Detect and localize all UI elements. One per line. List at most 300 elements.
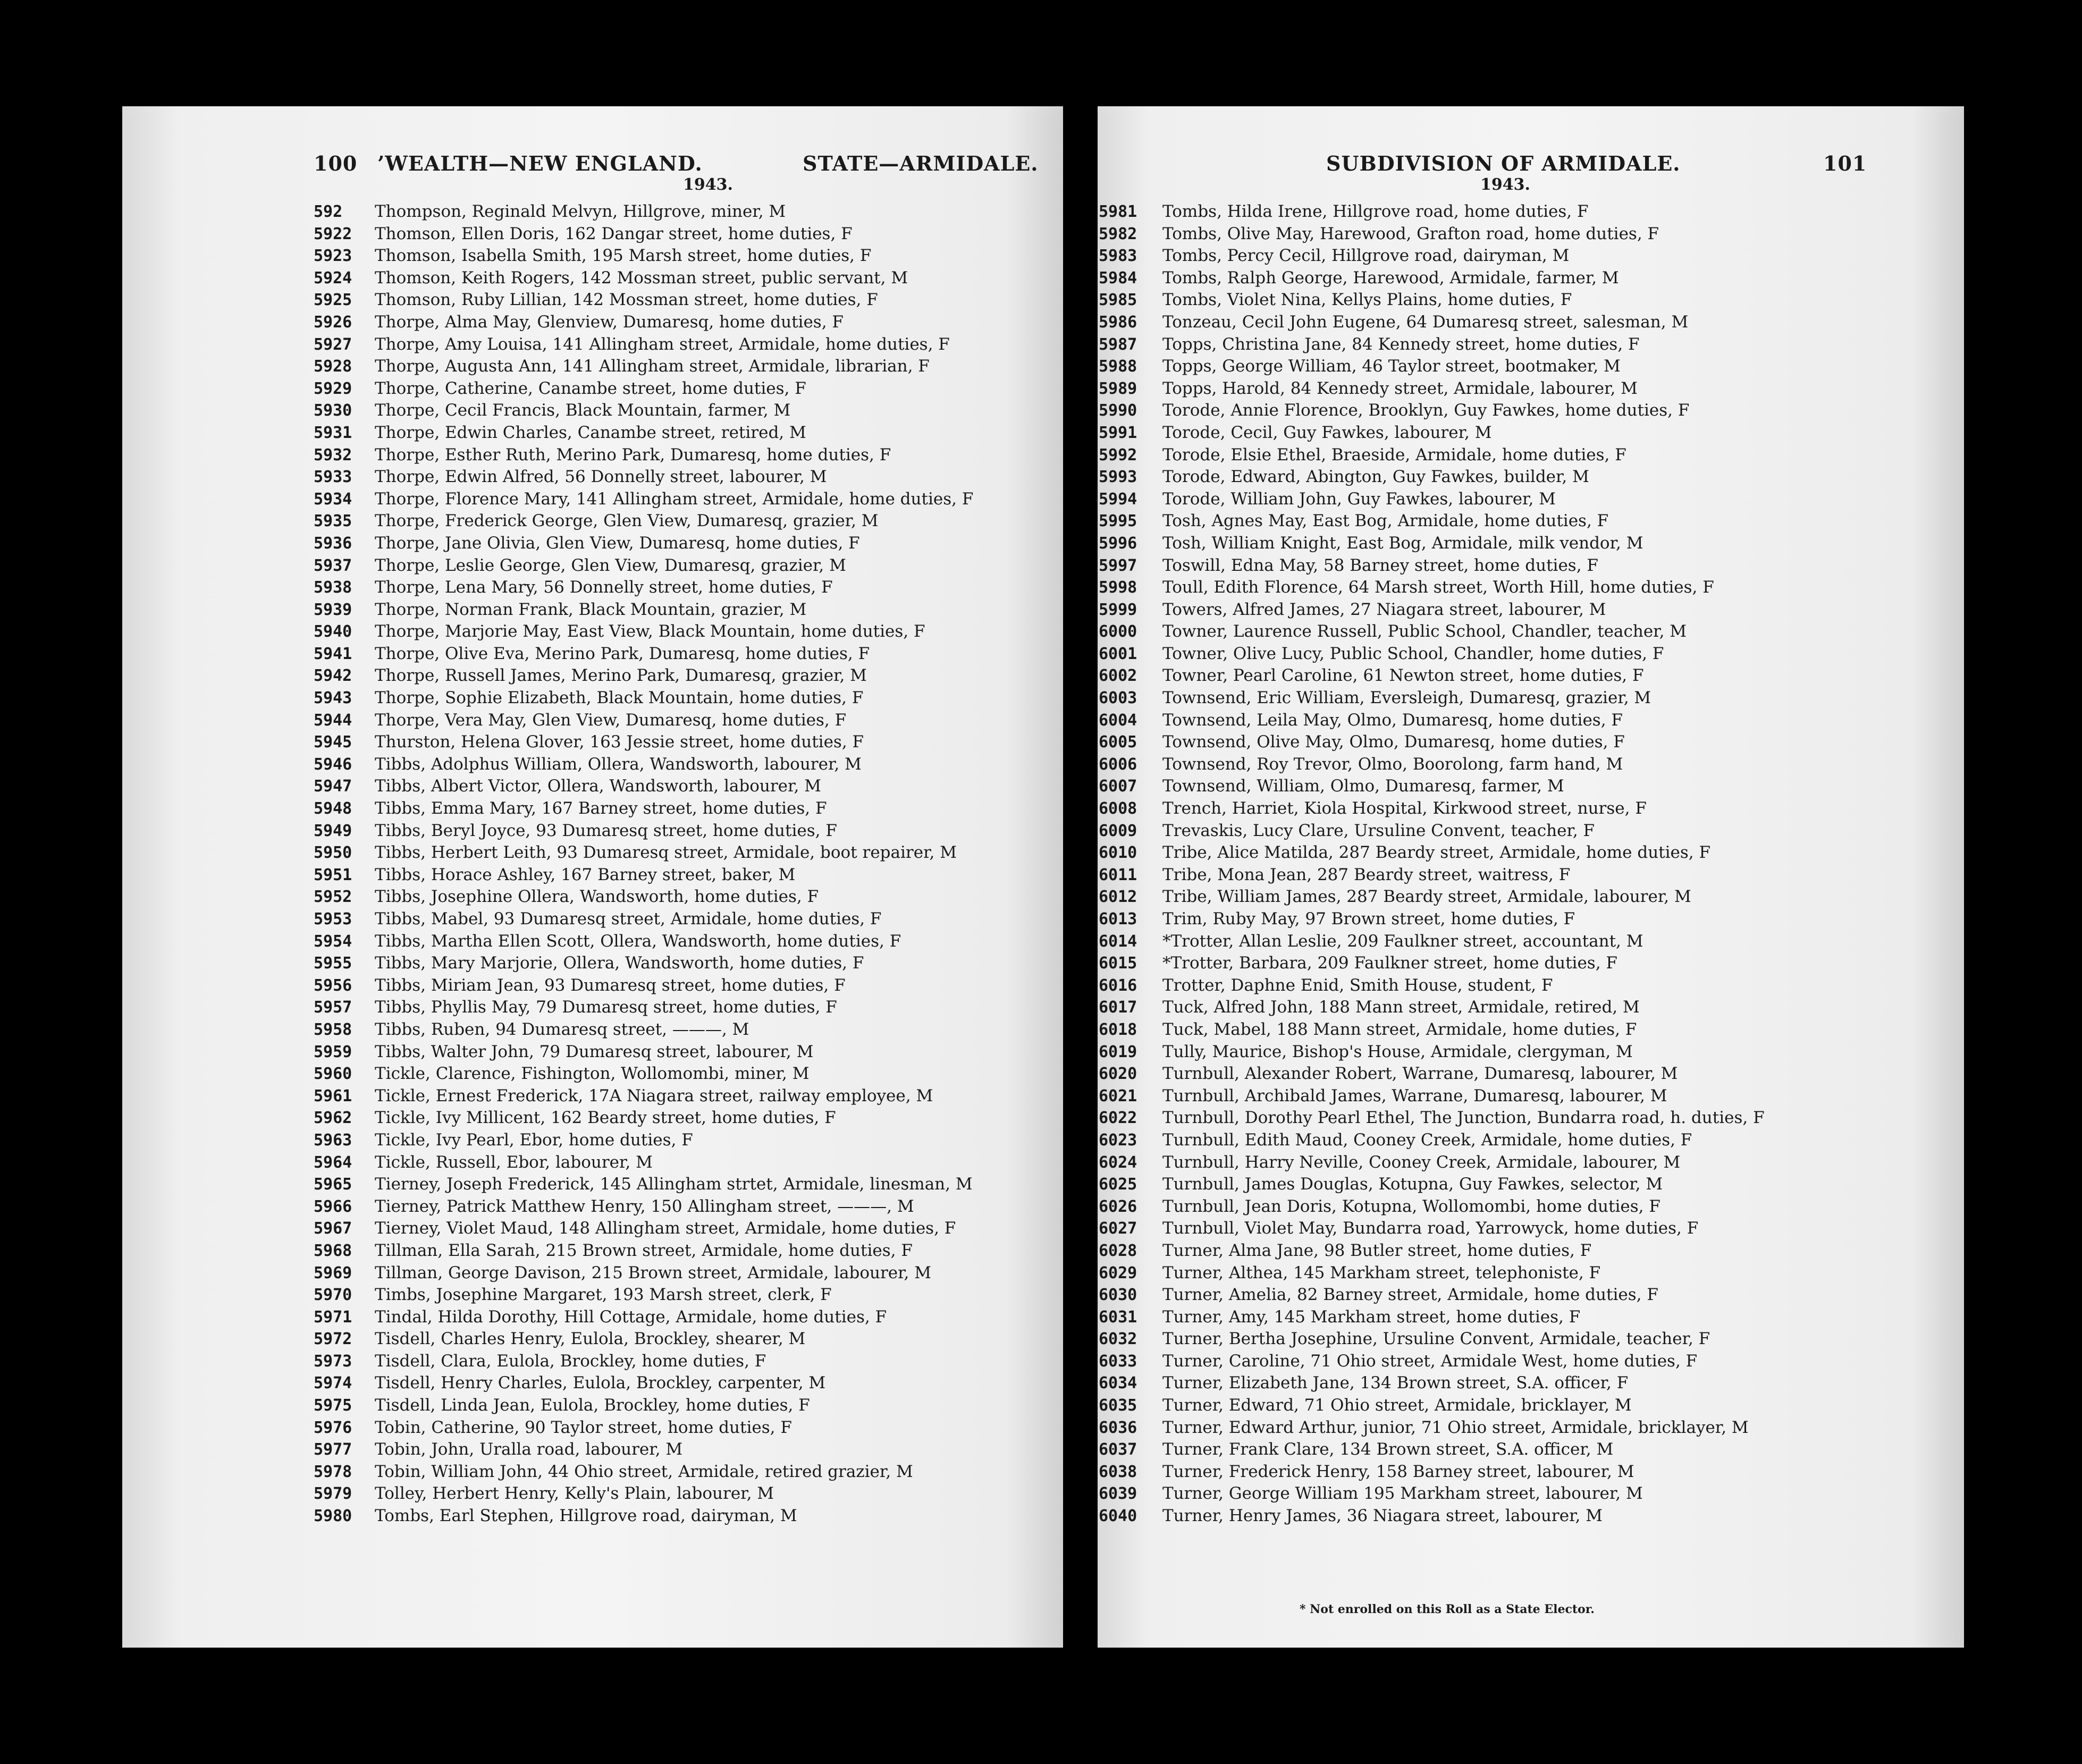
entry-text: Tibbs, Walter John, 79 Dumaresq street, labourer, M — [375, 1042, 814, 1061]
entry-text: Torode, Cecil, Guy Fawkes, labourer, M — [1162, 423, 1492, 442]
entry-text: Thorpe, Catherine, Canambe street, home duties, F — [375, 378, 806, 398]
list-item — [314, 665, 973, 687]
list-item — [1099, 864, 1765, 887]
list-item — [314, 1085, 973, 1108]
entry-number: 5928 — [314, 357, 352, 376]
entry-text: Thomson, Ruby Lillian, 142 Mossman street, home duties, F — [375, 290, 878, 310]
entry-number: 5975 — [314, 1396, 352, 1415]
entry-text: Tibbs, Horace Ashley, 167 Barney street, baker, M — [375, 865, 796, 884]
entry-number: 5950 — [314, 843, 352, 863]
entry-text: Tuck, Alfred John, 188 Mann street, Armidale, retired, M — [1162, 998, 1640, 1017]
list-item — [314, 533, 973, 555]
entry-text: Turner, Henry James, 36 Niagara street, labourer, M — [1162, 1506, 1603, 1526]
entry-text: Towner, Pearl Caroline, 61 Newton street, home duties, F — [1162, 666, 1644, 686]
list-item — [314, 510, 973, 533]
entry-text: Tickle, Ivy Pearl, Ebor, home duties, F — [375, 1130, 693, 1150]
entry-text: Thorpe, Jane Olivia, Glen View, Dumaresq, home duties, F — [375, 533, 860, 553]
list-item — [314, 1372, 973, 1395]
entry-number: 5963 — [314, 1130, 352, 1150]
list-item — [1099, 842, 1765, 864]
entry-number: 6027 — [1099, 1219, 1137, 1238]
entry-number: 5970 — [314, 1286, 352, 1305]
entry-text: Thorpe, Alma May, Glenview, Dumaresq, home duties, F — [375, 312, 844, 332]
entry-text: Thomson, Keith Rogers, 142 Mossman street, public servant, M — [375, 268, 908, 288]
list-item — [314, 334, 973, 356]
entry-text: Tickle, Russell, Ebor, labourer, M — [375, 1152, 653, 1172]
entry-text: Torode, Annie Florence, Brooklyn, Guy Fawkes, home duties, F — [1162, 401, 1690, 420]
entry-text: Tickle, Ernest Frederick, 17A Niagara street, railway employee, M — [375, 1086, 933, 1105]
list-item — [314, 952, 973, 975]
list-item — [1099, 1262, 1765, 1285]
entry-text: Tibbs, Mary Marjorie, Ollera, Wandsworth, home duties, F — [375, 953, 864, 973]
list-item — [1099, 245, 1765, 267]
entry-number: 5932 — [314, 445, 352, 465]
entry-text: Turnbull, Harry Neville, Cooney Creek, Armidale, labourer, M — [1162, 1152, 1681, 1172]
entry-number: 5934 — [314, 489, 352, 509]
entry-number: 6039 — [1099, 1484, 1137, 1504]
list-item — [314, 1417, 973, 1439]
left-page-year: 1943. — [683, 175, 733, 194]
entry-number: 5929 — [314, 379, 352, 398]
entry-number: 5976 — [314, 1418, 352, 1437]
entry-number: 5995 — [1099, 512, 1137, 531]
entry-number: 6000 — [1099, 622, 1137, 642]
entry-number: 6003 — [1099, 689, 1137, 708]
entry-text: Turnbull, Edith Maud, Cooney Creek, Armidale, home duties, F — [1162, 1130, 1692, 1150]
entry-text: Torode, Elsie Ethel, Braeside, Armidale, home duties, F — [1162, 445, 1626, 465]
entry-number: 6035 — [1099, 1396, 1137, 1415]
entry-number: 5956 — [314, 976, 352, 995]
left-page-number: 100 — [314, 151, 358, 175]
list-item — [1099, 643, 1765, 665]
list-item — [314, 311, 973, 334]
entry-text: Turnbull, Alexander Robert, Warrane, Dumaresq, labourer, M — [1162, 1064, 1678, 1084]
entry-number: 5957 — [314, 998, 352, 1017]
entry-text: Thorpe, Norman Frank, Black Mountain, grazier, M — [375, 600, 807, 619]
entry-text: Townsend, William, Olmo, Dumaresq, farmer, M — [1162, 777, 1564, 796]
entry-text: Tibbs, Martha Ellen Scott, Ollera, Wandsworth, home duties, F — [375, 931, 901, 951]
entry-number: 6018 — [1099, 1020, 1137, 1039]
list-item — [1099, 555, 1765, 577]
entry-text: Thorpe, Augusta Ann, 141 Allingham street, Armidale, librarian, F — [375, 357, 930, 376]
list-item — [314, 842, 973, 864]
list-item — [314, 1152, 973, 1174]
entry-number: 6011 — [1099, 865, 1137, 884]
entry-number: 6016 — [1099, 976, 1137, 995]
list-item — [314, 1284, 973, 1306]
entry-number: 5992 — [1099, 445, 1137, 465]
entry-number: 6002 — [1099, 666, 1137, 686]
list-item — [1099, 466, 1765, 488]
entry-text: *Trotter, Barbara, 209 Faulkner street, home duties, F — [1162, 953, 1617, 973]
entry-text: Turnbull, Dorothy Pearl Ethel, The Junction, Bundarra road, h. duties, F — [1162, 1108, 1765, 1128]
entry-text: Thorpe, Amy Louisa, 141 Allingham street, Armidale, home duties, F — [375, 334, 950, 354]
entry-text: Townsend, Olive May, Olmo, Dumaresq, home duties, F — [1162, 732, 1625, 752]
entry-text: Tierney, Joseph Frederick, 145 Allingham strtet, Armidale, linesman, M — [375, 1175, 973, 1194]
entry-text: Tickle, Ivy Millicent, 162 Beardy street, home duties, F — [375, 1108, 836, 1128]
entry-number: 5962 — [314, 1109, 352, 1128]
list-item — [314, 687, 973, 710]
list-item — [314, 599, 973, 621]
list-item — [1099, 952, 1765, 975]
entry-text: Trotter, Daphne Enid, Smith House, student, F — [1162, 975, 1553, 995]
entry-number: 6001 — [1099, 644, 1137, 663]
entry-text: Topps, Christina Jane, 84 Kennedy street, home duties, F — [1162, 334, 1640, 354]
list-item — [314, 1306, 973, 1329]
entry-text: Thompson, Reginald Melvyn, Hillgrove, miner, M — [375, 202, 786, 221]
list-item — [314, 1395, 973, 1417]
entry-number: 5947 — [314, 777, 352, 796]
entry-text: Tibbs, Beryl Joyce, 93 Dumaresq street, home duties, F — [375, 821, 837, 840]
list-item — [1099, 223, 1765, 246]
list-item — [1099, 820, 1765, 842]
entry-text: Tisdell, Henry Charles, Eulola, Brockley, carpenter, M — [375, 1373, 826, 1393]
list-item — [314, 775, 973, 798]
entry-text: Thorpe, Leslie George, Glen View, Dumaresq, grazier, M — [375, 555, 846, 575]
right-page-year: 1943. — [1480, 175, 1530, 194]
left-entry-list — [314, 201, 973, 1527]
entry-text: Turner, Bertha Josephine, Ursuline Convent, Armidale, teacher, F — [1162, 1329, 1710, 1349]
entry-text: Tombs, Earl Stephen, Hillgrove road, dairyman, M — [375, 1506, 797, 1526]
list-item — [314, 267, 973, 290]
entry-number: 5981 — [1099, 202, 1137, 221]
list-item — [1099, 1041, 1765, 1064]
entry-text: Tisdell, Clara, Eulola, Brockley, home duties, F — [375, 1351, 766, 1371]
entry-text: Turner, Frederick Henry, 158 Barney street, labourer, M — [1162, 1462, 1634, 1481]
entry-text: Thorpe, Edwin Charles, Canambe street, retired, M — [375, 423, 806, 442]
list-item — [1099, 1063, 1765, 1085]
entry-number: 5991 — [1099, 423, 1137, 442]
entry-text: Turnbull, Jean Doris, Kotupna, Wollomombi, home duties, F — [1162, 1196, 1660, 1216]
entry-number: 5993 — [1099, 468, 1137, 487]
list-item — [314, 577, 973, 599]
entry-text: Turnbull, Violet May, Bundarra road, Yarrowyck, home duties, F — [1162, 1219, 1699, 1238]
list-item — [1099, 444, 1765, 467]
list-item — [314, 1328, 973, 1351]
entry-number: 6022 — [1099, 1109, 1137, 1128]
entry-number: 5941 — [314, 644, 352, 663]
entry-number: 5958 — [314, 1020, 352, 1039]
entry-number: 5996 — [1099, 534, 1137, 553]
list-item — [1099, 665, 1765, 687]
entry-text: Turnbull, Archibald James, Warrane, Dumaresq, labourer, M — [1162, 1086, 1667, 1105]
entry-number: 5923 — [314, 247, 352, 266]
list-item — [1099, 931, 1765, 953]
entry-number: 6040 — [1099, 1507, 1137, 1526]
entry-number: 5968 — [314, 1241, 352, 1260]
entry-text: Tierney, Patrick Matthew Henry, 150 Allingham street, ———, M — [375, 1196, 914, 1216]
entry-text: Townsend, Leila May, Olmo, Dumaresq, home duties, F — [1162, 710, 1623, 730]
entry-text: Tolley, Herbert Henry, Kelly's Plain, labourer, M — [375, 1484, 774, 1504]
entry-text: Thorpe, Esther Ruth, Merino Park, Dumaresq, home duties, F — [375, 445, 891, 465]
list-item — [1099, 599, 1765, 621]
entry-number: 6028 — [1099, 1241, 1137, 1260]
list-item — [314, 1505, 973, 1527]
entry-text: Turner, Edward Arthur, junior, 71 Ohio street, Armidale, bricklayer, M — [1162, 1417, 1749, 1437]
entry-text: Tosh, William Knight, East Bog, Armidale, milk vendor, M — [1162, 533, 1643, 553]
entry-number: 6015 — [1099, 954, 1137, 973]
entry-text: Tribe, William James, 287 Beardy street, Armidale, labourer, M — [1162, 887, 1691, 907]
list-item — [314, 400, 973, 422]
entry-text: Tombs, Percy Cecil, Hillgrove road, dairyman, M — [1162, 246, 1570, 266]
list-item — [314, 643, 973, 665]
entry-text: Thurston, Helena Glover, 163 Jessie street, home duties, F — [375, 732, 864, 752]
entry-number: 6007 — [1099, 777, 1137, 796]
entry-number: 6033 — [1099, 1352, 1137, 1371]
entry-number: 6004 — [1099, 711, 1137, 730]
list-item — [1099, 488, 1765, 511]
list-item — [1099, 378, 1765, 400]
entry-number: 5989 — [1099, 379, 1137, 398]
entry-text: Tombs, Ralph George, Harewood, Armidale, farmer, M — [1162, 268, 1619, 288]
entry-text: Thorpe, Russell James, Merino Park, Dumaresq, grazier, M — [375, 666, 867, 686]
entry-number: 6036 — [1099, 1418, 1137, 1437]
entry-text: Tosh, Agnes May, East Bog, Armidale, home duties, F — [1162, 511, 1609, 531]
entry-text: Tibbs, Mabel, 93 Dumaresq street, Armidale, home duties, F — [375, 909, 882, 929]
list-item — [1099, 1085, 1765, 1108]
entry-text: Towner, Olive Lucy, Public School, Chandler, home duties, F — [1162, 644, 1664, 663]
entry-number: 5936 — [314, 534, 352, 553]
list-item — [1099, 1439, 1765, 1461]
list-item — [1099, 311, 1765, 334]
entry-text: Tombs, Olive May, Harewood, Grafton road, home duties, F — [1162, 224, 1659, 243]
list-item — [1099, 775, 1765, 798]
list-item — [1099, 289, 1765, 311]
right-page — [1098, 106, 1964, 1648]
entry-number: 5966 — [314, 1197, 352, 1216]
entry-number: 5967 — [314, 1219, 352, 1238]
entry-number: 5949 — [314, 821, 352, 840]
list-item — [1099, 1284, 1765, 1306]
entry-number: 5980 — [314, 1507, 352, 1526]
list-item — [314, 1262, 973, 1285]
entry-text: Tillman, George Davison, 215 Brown street, Armidale, labourer, M — [375, 1263, 932, 1282]
list-item — [314, 488, 973, 511]
entry-text: Turner, George William 195 Markham street, labourer, M — [1162, 1484, 1643, 1504]
list-item — [1099, 1372, 1765, 1395]
entry-number: 5959 — [314, 1042, 352, 1061]
entry-number: 5979 — [314, 1484, 352, 1504]
list-item — [1099, 908, 1765, 931]
entry-text: Tibbs, Albert Victor, Ollera, Wandsworth, labourer, M — [375, 777, 821, 796]
entry-number: 5988 — [1099, 357, 1137, 376]
right-page-header: SUBDIVISION OF ARMIDALE. — [1326, 151, 1681, 175]
list-item — [1099, 356, 1765, 378]
entry-text: Timbs, Josephine Margaret, 193 Marsh street, clerk, F — [375, 1285, 832, 1305]
list-item — [1099, 1240, 1765, 1262]
entry-number: 5972 — [314, 1330, 352, 1349]
list-item — [314, 931, 973, 953]
list-item — [1099, 1328, 1765, 1351]
entry-text: Tribe, Alice Matilda, 287 Beardy street, Armidale, home duties, F — [1162, 843, 1711, 863]
entry-text: Thorpe, Marjorie May, East View, Black Mountain, home duties, F — [375, 622, 925, 642]
entry-text: Torode, Edward, Abington, Guy Fawkes, builder, M — [1162, 467, 1589, 487]
list-item — [1099, 798, 1765, 820]
list-item — [314, 908, 973, 931]
list-item — [1099, 1152, 1765, 1174]
entry-number: 5939 — [314, 600, 352, 619]
entry-text: Towner, Laurence Russell, Public School, Chandler, teacher, M — [1162, 622, 1687, 642]
list-item — [1099, 201, 1765, 223]
entry-number: 5945 — [314, 733, 352, 752]
list-item — [314, 1041, 973, 1064]
entry-number: 5974 — [314, 1374, 352, 1393]
list-item — [1099, 997, 1765, 1019]
entry-number: 6010 — [1099, 843, 1137, 863]
entry-number: 5924 — [314, 268, 352, 288]
entry-text: Tibbs, Miriam Jean, 93 Dumaresq street, home duties, F — [375, 975, 846, 995]
entry-number: 6020 — [1099, 1065, 1137, 1084]
entry-text: Tibbs, Josephine Ollera, Wandsworth, home duties, F — [375, 887, 819, 907]
entry-text: Turner, Alma Jane, 98 Butler street, home duties, F — [1162, 1240, 1592, 1260]
entry-text: Tibbs, Herbert Leith, 93 Dumaresq street, Armidale, boot repairer, M — [375, 843, 957, 863]
entry-number: 5922 — [314, 224, 352, 243]
entry-number: 5998 — [1099, 578, 1137, 597]
entry-text: Turner, Caroline, 71 Ohio street, Armidale West, home duties, F — [1162, 1351, 1698, 1371]
entry-text: Tibbs, Phyllis May, 79 Dumaresq street, home duties, F — [375, 998, 837, 1017]
entry-text: Thorpe, Edwin Alfred, 56 Donnelly street, labourer, M — [375, 467, 827, 487]
entry-text: Thorpe, Olive Eva, Merino Park, Dumaresq, home duties, F — [375, 644, 870, 663]
entry-number: 5926 — [314, 313, 352, 332]
entry-text: Toull, Edith Florence, 64 Marsh street, Worth Hill, home duties, F — [1162, 578, 1714, 597]
entry-number: 6019 — [1099, 1042, 1137, 1061]
list-item — [1099, 267, 1765, 290]
list-item — [1099, 1196, 1765, 1218]
entry-number: 6009 — [1099, 821, 1137, 840]
list-item — [1099, 533, 1765, 555]
entry-number: 5952 — [314, 888, 352, 907]
list-item — [1099, 400, 1765, 422]
entry-number: 5999 — [1099, 600, 1137, 619]
entry-number: 5931 — [314, 423, 352, 442]
entry-number: 5971 — [314, 1307, 352, 1327]
entry-text: Topps, Harold, 84 Kennedy street, Armidale, labourer, M — [1162, 378, 1638, 398]
entry-number: 6014 — [1099, 932, 1137, 951]
list-item — [1099, 1417, 1765, 1439]
entry-text: Thorpe, Vera May, Glen View, Dumaresq, home duties, F — [375, 710, 847, 730]
list-item — [314, 223, 973, 246]
list-item — [1099, 731, 1765, 754]
entry-number: 5925 — [314, 291, 352, 310]
entry-text: Turner, Elizabeth Jane, 134 Brown street, S.A. officer, F — [1162, 1373, 1629, 1393]
list-item — [314, 997, 973, 1019]
entry-text: Tonzeau, Cecil John Eugene, 64 Dumaresq street, salesman, M — [1162, 312, 1689, 332]
list-item — [314, 1483, 973, 1505]
list-item — [314, 621, 973, 643]
entry-text: Towers, Alfred James, 27 Niagara street, labourer, M — [1162, 600, 1606, 619]
list-item — [1099, 1218, 1765, 1240]
entry-text: Turnbull, James Douglas, Kotupna, Guy Fawkes, selector, M — [1162, 1175, 1663, 1194]
entry-number: 6021 — [1099, 1086, 1137, 1105]
entry-text: Tibbs, Adolphus William, Ollera, Wandsworth, labourer, M — [375, 754, 862, 774]
entry-text: Turner, Althea, 145 Markham street, telephoniste, F — [1162, 1263, 1601, 1282]
entry-number: 5961 — [314, 1086, 352, 1105]
list-item — [314, 201, 973, 223]
list-item — [314, 754, 973, 776]
entry-number: 5969 — [314, 1263, 352, 1282]
list-item — [1099, 687, 1765, 710]
list-item — [1099, 577, 1765, 599]
list-item — [314, 245, 973, 267]
list-item — [314, 1063, 973, 1085]
entry-number: 5983 — [1099, 247, 1137, 266]
entry-number: 5965 — [314, 1175, 352, 1194]
entry-number: 6031 — [1099, 1307, 1137, 1327]
entry-number: 5942 — [314, 666, 352, 686]
list-item — [1099, 1461, 1765, 1483]
entry-text: Tobin, John, Uralla road, labourer, M — [375, 1440, 683, 1459]
entry-number: 5984 — [1099, 268, 1137, 288]
entry-text: Tibbs, Ruben, 94 Dumaresq street, ———, M — [375, 1019, 749, 1039]
list-item — [314, 289, 973, 311]
entry-number: 5955 — [314, 954, 352, 973]
left-page-header-right: STATE—ARMIDALE. — [803, 151, 1039, 175]
list-item — [1099, 1174, 1765, 1196]
list-item — [314, 555, 973, 577]
entry-number: 5948 — [314, 799, 352, 818]
list-item — [1099, 510, 1765, 533]
entry-text: Thorpe, Sophie Elizabeth, Black Mountain, home duties, F — [375, 688, 864, 708]
list-item — [314, 975, 973, 997]
entry-text: Torode, William John, Guy Fawkes, labourer, M — [1162, 489, 1556, 509]
list-item — [1099, 334, 1765, 356]
entry-text: Trim, Ruby May, 97 Brown street, home duties, F — [1162, 909, 1575, 929]
list-item — [314, 1196, 973, 1218]
entry-number: 5994 — [1099, 489, 1137, 509]
list-item — [314, 444, 973, 467]
list-item — [1099, 1505, 1765, 1527]
entry-number: 5937 — [314, 556, 352, 575]
list-item — [314, 886, 973, 908]
entry-text: Tisdell, Linda Jean, Eulola, Brockley, home duties, F — [375, 1396, 810, 1415]
entry-text: Tobin, William John, 44 Ohio street, Armidale, retired grazier, M — [375, 1462, 913, 1481]
entry-number: 5951 — [314, 865, 352, 884]
list-item — [314, 820, 973, 842]
entry-number: 5953 — [314, 910, 352, 929]
entry-number: 6025 — [1099, 1175, 1137, 1194]
footnote: * Not enrolled on this Roll as a State Elector. — [1300, 1602, 1595, 1616]
list-item — [314, 1107, 973, 1129]
left-page — [122, 106, 1063, 1648]
entry-number: 5946 — [314, 755, 352, 774]
entry-text: Thorpe, Cecil Francis, Black Mountain, farmer, M — [375, 401, 791, 420]
entry-number: 5973 — [314, 1352, 352, 1371]
entry-number: 6005 — [1099, 733, 1137, 752]
list-item — [314, 710, 973, 732]
entry-text: Trevaskis, Lucy Clare, Ursuline Convent, teacher, F — [1162, 821, 1595, 840]
entry-number: 6034 — [1099, 1374, 1137, 1393]
entry-number: 6029 — [1099, 1263, 1137, 1282]
entry-number: 5944 — [314, 711, 352, 730]
list-item — [314, 1019, 973, 1041]
list-item — [1099, 1129, 1765, 1152]
entry-number: 5938 — [314, 578, 352, 597]
entry-text: Trench, Harriet, Kiola Hospital, Kirkwood street, nurse, F — [1162, 799, 1647, 818]
entry-text: Thorpe, Florence Mary, 141 Allingham street, Armidale, home duties, F — [375, 489, 974, 509]
entry-number: 5943 — [314, 689, 352, 708]
list-item — [314, 466, 973, 488]
list-item — [1099, 1351, 1765, 1373]
entry-number: 5960 — [314, 1065, 352, 1084]
entry-number: 6030 — [1099, 1286, 1137, 1305]
entry-number: 6012 — [1099, 888, 1137, 907]
entry-text: Turner, Frank Clare, 134 Brown street, S.A. officer, M — [1162, 1440, 1614, 1459]
entry-number: 6008 — [1099, 799, 1137, 818]
entry-number: 6037 — [1099, 1440, 1137, 1459]
entry-number: 5985 — [1099, 291, 1137, 310]
entry-number: 6006 — [1099, 755, 1137, 774]
entry-number: 5986 — [1099, 313, 1137, 332]
